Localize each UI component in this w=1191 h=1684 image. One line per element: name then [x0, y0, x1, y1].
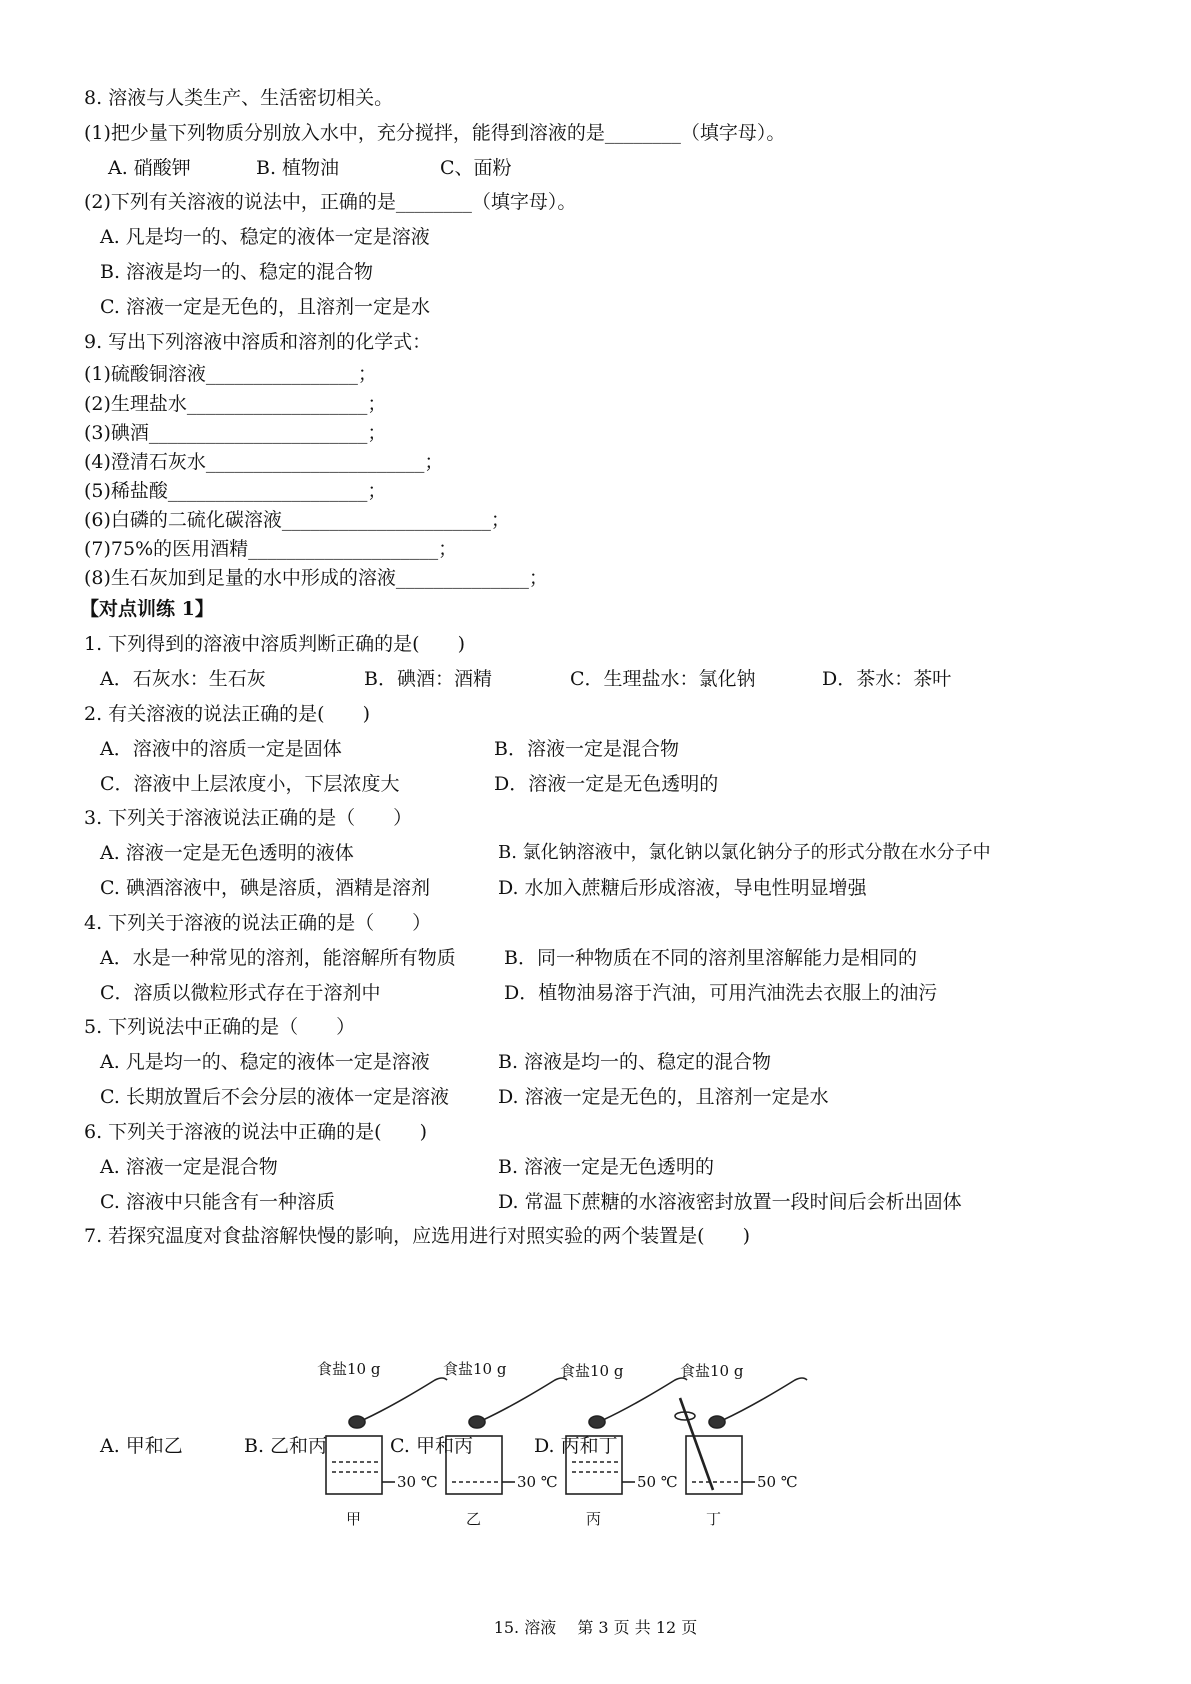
q8-title: 8. 溶液与人类生产、生活密切相关。 [84, 87, 394, 109]
t6-stem: 6. 下列关于溶液的说法中正确的是( ) [84, 1121, 427, 1143]
t1-option-a: A．石灰水：生石灰 [100, 668, 266, 690]
temp-label-2: 30 ℃ [517, 1473, 558, 1491]
t5-option-b: B. 溶液是均一的、稳定的混合物 [498, 1051, 772, 1073]
t2-stem: 2. 有关溶液的说法正确的是( ) [84, 703, 370, 725]
t2-option-d: D．溶液一定是无色透明的 [494, 773, 719, 795]
t3-option-c: C. 碘酒溶液中，碘是溶质，酒精是溶剂 [100, 877, 430, 899]
apparatus-name-ding: 丁 [706, 1510, 722, 1528]
t4-option-d: D．植物油易溶于汽油，可用汽油洗去衣服上的油污 [504, 982, 938, 1004]
q9-item-2: (2)生理盐水___________________； [84, 393, 387, 415]
q9-item-1: (1)硫酸铜溶液________________； [84, 363, 377, 385]
q8-p2-option-b: B. 溶液是均一的、稳定的混合物 [100, 261, 374, 283]
salt-label-1: 食盐10 g [317, 1360, 381, 1378]
t6-option-a: A. 溶液一定是混合物 [100, 1156, 278, 1178]
t6-option-b: B. 溶液一定是无色透明的 [498, 1156, 715, 1178]
q8-p2-option-c: C. 溶液一定是无色的，且溶剂一定是水 [100, 296, 430, 318]
t5-stem: 5. 下列说法中正确的是（ ） [84, 1016, 356, 1038]
footer-page-number: 第 3 页 共 12 页 [577, 1618, 698, 1637]
apparatus-name-bing: 丙 [586, 1510, 602, 1528]
t2-option-c: C．溶液中上层浓度小，下层浓度大 [100, 773, 400, 795]
t5-option-a: A. 凡是均一的、稳定的液体一定是溶液 [100, 1051, 430, 1073]
t4-option-c: C．溶质以微粒形式存在于溶剂中 [100, 982, 381, 1004]
q9-item-8: (8)生石灰加到足量的水中形成的溶液______________； [84, 567, 548, 589]
t6-option-c: C. 溶液中只能含有一种溶质 [100, 1191, 335, 1213]
salt-label-4: 食盐10 g [680, 1362, 744, 1380]
q9-item-4: (4)澄清石灰水_______________________； [84, 451, 444, 473]
experiment-figure [317, 1358, 855, 1558]
q9-item-6: (6)白磷的二硫化碳溶液______________________； [84, 509, 510, 531]
q8-p1-option-a: A. 硝酸钾 [108, 157, 191, 179]
apparatus-name-yi: 乙 [466, 1510, 482, 1528]
salt-label-2: 食盐10 g [443, 1360, 507, 1378]
t2-option-b: B．溶液一定是混合物 [494, 738, 679, 760]
section-heading: 【对点训练 1】 [80, 598, 214, 620]
footer-title: 15. 溶液 [493, 1618, 557, 1637]
q9-item-5: (5)稀盐酸_____________________； [84, 480, 387, 502]
t3-option-d: D. 水加入蔗糖后形成溶液，导电性明显增强 [498, 877, 867, 899]
temp-label-4: 50 ℃ [757, 1473, 798, 1491]
q9-item-3: (3)碘酒_______________________； [84, 422, 387, 444]
temp-label-3: 50 ℃ [637, 1473, 678, 1491]
t1-option-c: C．生理盐水：氯化钠 [570, 668, 756, 690]
t7-option-a: A. 甲和乙 [100, 1435, 183, 1457]
t4-option-b: B．同一种物质在不同的溶剂里溶解能力是相同的 [504, 947, 917, 969]
q9-item-7: (7)75%的医用酒精____________________； [84, 538, 458, 560]
t2-option-a: A．溶液中的溶质一定是固体 [100, 738, 342, 760]
t3-option-a: A. 溶液一定是无色透明的液体 [100, 842, 354, 864]
q8-part2: (2)下列有关溶液的说法中，正确的是________（填字母）。 [84, 191, 577, 213]
t5-option-d: D. 溶液一定是无色的，且溶剂一定是水 [498, 1086, 829, 1108]
t7-option-d: D. 丙和丁 [534, 1435, 618, 1457]
t5-option-c: C. 长期放置后不会分层的液体一定是溶液 [100, 1086, 449, 1108]
t1-stem: 1. 下列得到的溶液中溶质判断正确的是( ) [84, 633, 465, 655]
t1-option-b: B．碘酒：酒精 [364, 668, 492, 690]
t7-option-c: C. 甲和丙 [390, 1435, 473, 1457]
t3-stem: 3. 下列关于溶液说法正确的是（ ） [84, 807, 413, 829]
t3-option-b: B. 氯化钠溶液中，氯化钠以氯化钠分子的形式分散在水分子中 [498, 842, 991, 863]
t1-option-d: D．茶水：茶叶 [822, 668, 952, 690]
t4-option-a: A．水是一种常见的溶剂，能溶解所有物质 [100, 947, 456, 969]
t7-stem: 7. 若探究温度对食盐溶解快慢的影响，应选用进行对照实验的两个装置是( ) [84, 1225, 750, 1247]
page-footer [0, 1618, 1191, 1638]
q8-part1: (1)把少量下列物质分别放入水中，充分搅拌，能得到溶液的是________（填字母）。 [84, 122, 786, 144]
q8-p1-option-c: C、面粉 [440, 157, 512, 179]
t6-option-d: D. 常温下蔗糖的水溶液密封放置一段时间后会析出固体 [498, 1191, 962, 1213]
apparatus-name-jia: 甲 [346, 1510, 362, 1528]
q8-p1-option-b: B. 植物油 [256, 157, 340, 179]
temp-label-1: 30 ℃ [397, 1473, 438, 1491]
q8-p2-option-a: A. 凡是均一的、稳定的液体一定是溶液 [100, 226, 430, 248]
salt-label-3: 食盐10 g [560, 1362, 624, 1380]
t4-stem: 4. 下列关于溶液的说法正确的是（ ） [84, 912, 432, 934]
t7-option-b: B. 乙和丙 [244, 1435, 328, 1457]
q9-title: 9. 写出下列溶液中溶质和溶剂的化学式： [84, 331, 432, 353]
